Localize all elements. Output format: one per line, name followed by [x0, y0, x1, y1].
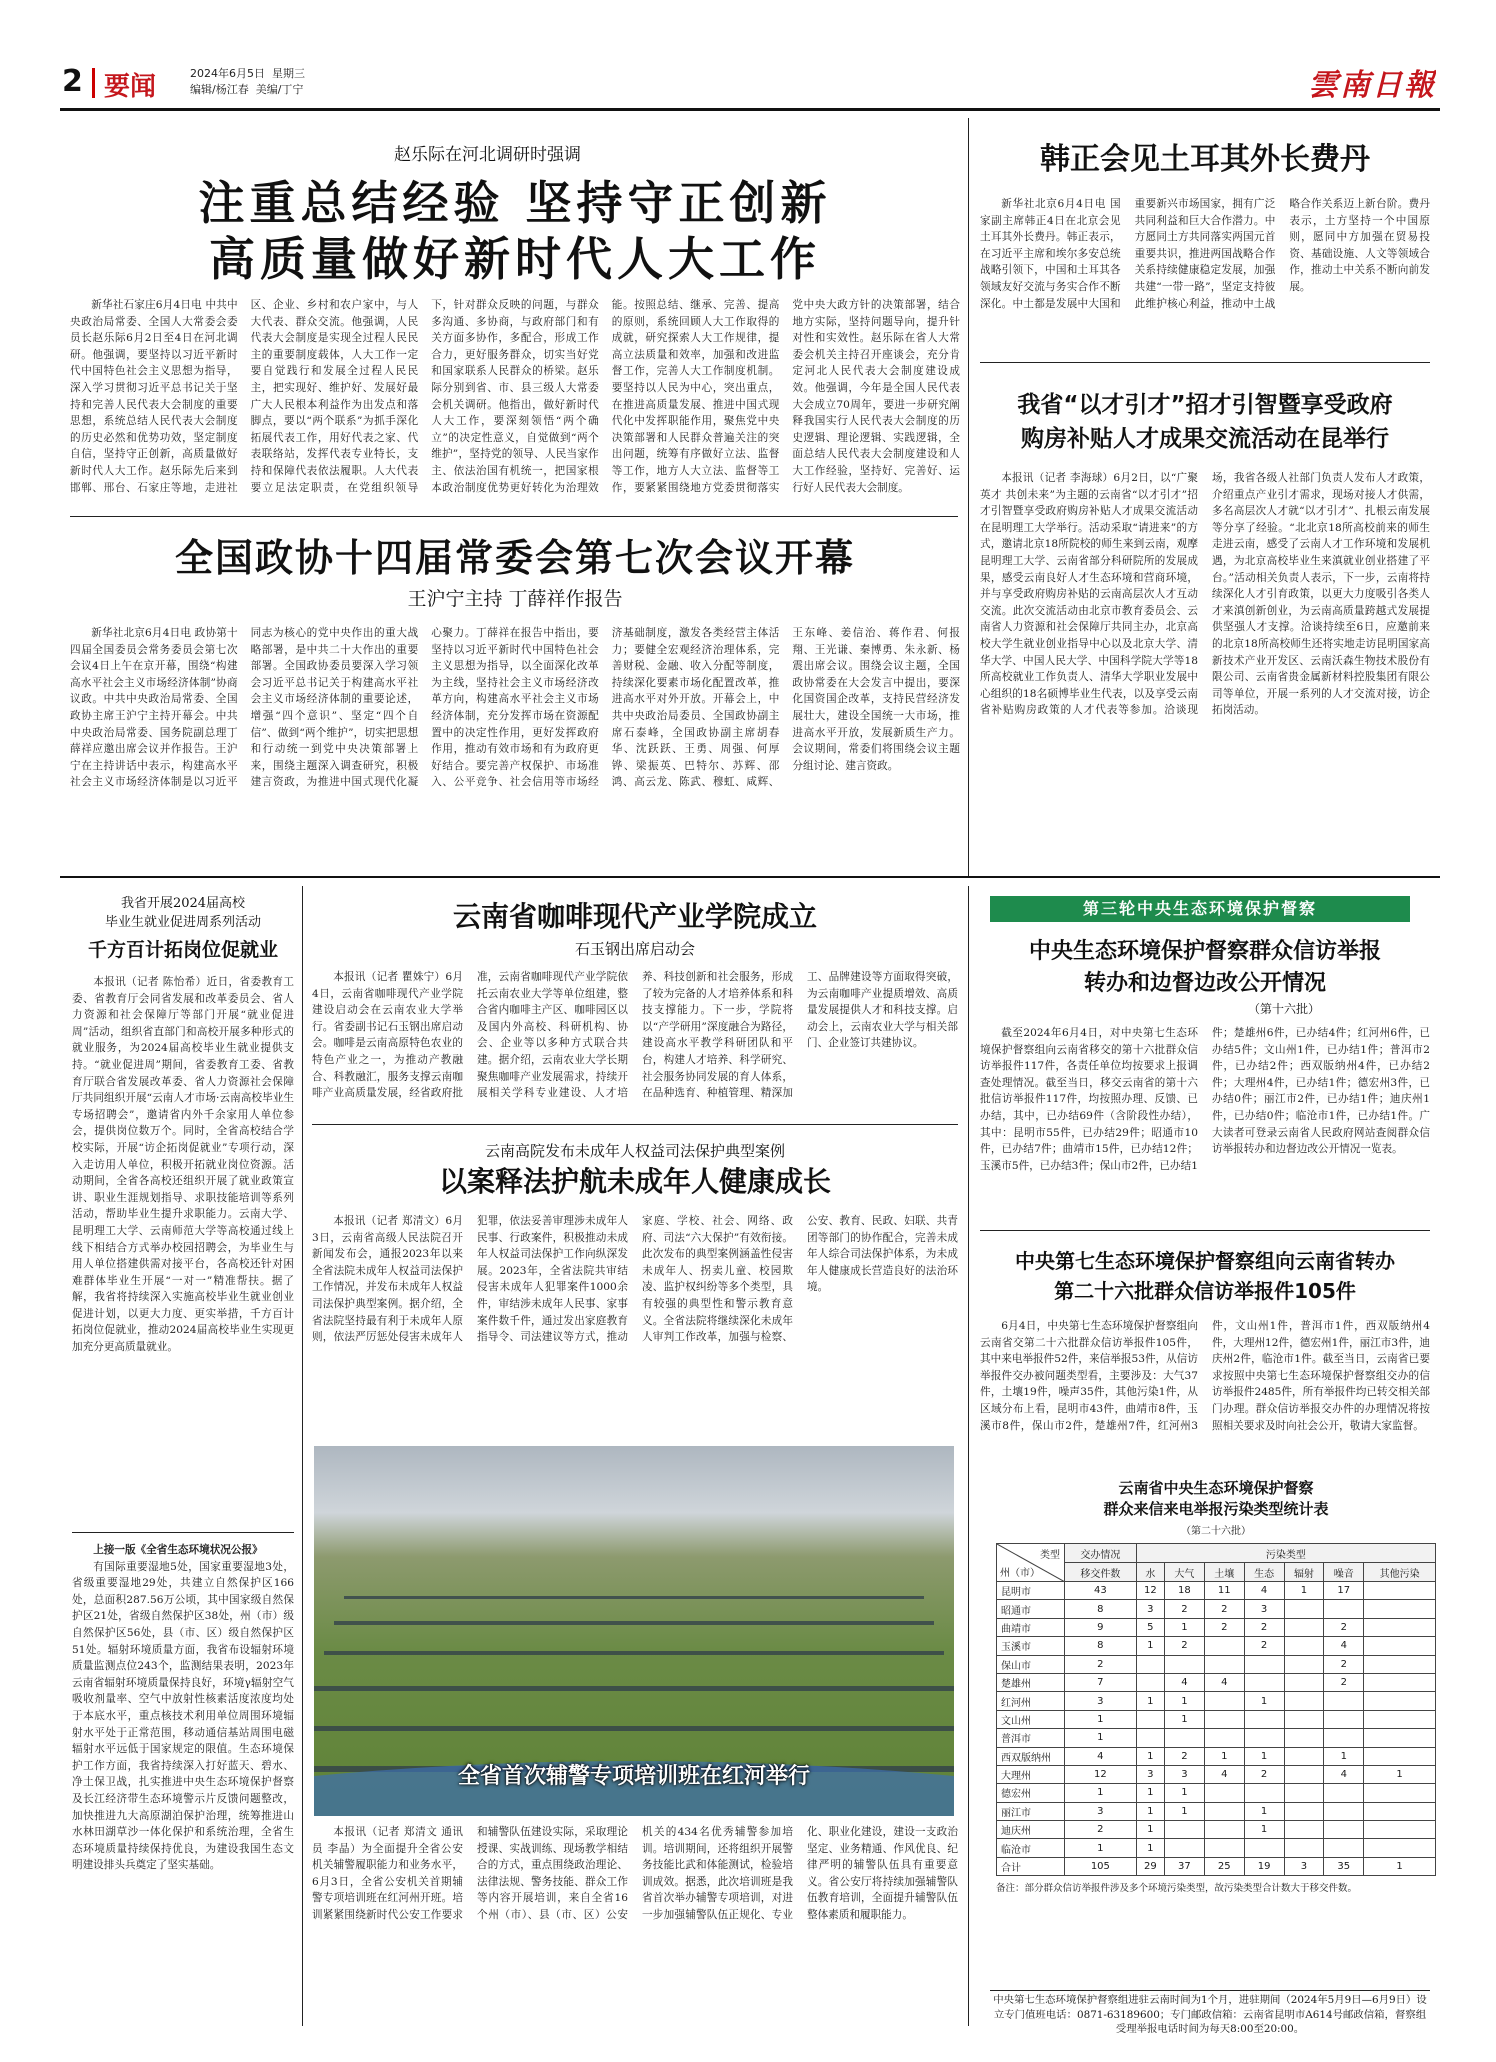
cell-value: 2	[1164, 1747, 1204, 1765]
row-label: 合计	[997, 1857, 1065, 1875]
cell-value	[1324, 1839, 1364, 1857]
cell-value	[1244, 1839, 1284, 1857]
section-band: 第三轮中央生态环境保护督察	[990, 896, 1410, 922]
cell-value	[1364, 1637, 1436, 1655]
cell-value: 1	[1065, 1784, 1137, 1802]
cell-value: 4	[1324, 1637, 1364, 1655]
row-label: 文山州	[997, 1710, 1065, 1728]
cell-value	[1364, 1582, 1436, 1600]
cell-value	[1284, 1710, 1324, 1728]
cell-value: 1	[1065, 1710, 1137, 1728]
cell-value	[1364, 1710, 1436, 1728]
cell-value	[1244, 1729, 1284, 1747]
cell-value	[1284, 1655, 1324, 1673]
table-row	[997, 1747, 1436, 1765]
cell-value: 4	[1244, 1582, 1284, 1600]
cell-value	[1244, 1655, 1284, 1673]
cell-value: 1	[1244, 1802, 1284, 1820]
cell-value	[1324, 1784, 1364, 1802]
table-row	[997, 1857, 1436, 1875]
cell-value	[1284, 1618, 1324, 1636]
row-label: 大理州	[997, 1765, 1065, 1783]
article-body: 上接一版《全省生态环境状况公报》 有国际重要湿地5处，国家重要湿地3处，省级重要湿地29处，共建立自然保护区166处，总面积287.56万公顷，其中国家级自然保护区21处，省级自然保护区38处，州（市）级自然保护区56处，县（市、区）级自然保护区51处。辐射环境质量方面，我省布设辐射环境质量监测点位243个，监测结果表明，2023年云南省辐射环境质量保持良好，环境γ辐射空气吸收剂量率、空气中放射性核素活度浓度均处于本底水平，重点核技术利用单位周围环境辐射水平处于正常范围，移动通信基站周围电磁辐射水平远低于国家规定的限值。生态环境保护工作方面，我省持续深入打好蓝天、碧水、净土保卫战，扎实推进中央生态环境保护督察及长江经济带生态环境警示片反馈问题整改，加快推进九大高原湖泊保护治理，统筹推进山水林田湖草沙一体化保护和系统治理，全省生态环境质量持续保持优良，为建设我国生态文明建设排头兵奠定了坚实基础。	[72, 1544, 294, 1872]
cell-value	[1284, 1729, 1324, 1747]
cell-value	[1164, 1821, 1204, 1839]
cell-value: 12	[1065, 1765, 1137, 1783]
row-label: 红河州	[997, 1692, 1065, 1710]
designer-credit: 美编/丁宁	[255, 83, 304, 96]
cell-value	[1284, 1839, 1324, 1857]
article-headline: 中央生态环境保护督察群众信访举报 转办和边督边改公开情况	[1028, 939, 1381, 996]
cell-value: 1	[1364, 1765, 1436, 1783]
cell-value: 1	[1136, 1821, 1164, 1839]
cell-value: 4	[1204, 1765, 1244, 1783]
cell-value: 1	[1324, 1747, 1364, 1765]
cell-value: 1	[1136, 1692, 1164, 1710]
issue-weekday: 星期三	[272, 67, 305, 80]
cell-value	[1244, 1784, 1284, 1802]
cell-value: 3	[1244, 1600, 1284, 1618]
cell-value: 105	[1065, 1857, 1137, 1875]
issue-date: 2024年6月5日	[190, 67, 265, 80]
editor-credit: 编辑/杨江春	[190, 83, 249, 96]
article-body: 截至2024年6月4日，对中央第七生态环境保护督察组向云南省移交的第十六批群众信访举报件117件，各责任单位均按要求上报调查处理情况。截至当日，移交云南省的第十六批信访举报件117件，均按照办理、反馈、已办结，其中，已办结69件（含阶段性办结），其中：昆明市55件，已办结29件；昭通市10件，已办结7件；曲靖市15件，已办结12件；玉溪市5件，已办结3件；保山市2件，已办结1件；楚雄州6件，已办结4件；红河州6件，已办结5件；文山州1件，已办结1件；普洱市2件，已办结2件；西双版纳州4件，已办结2件；大理州4件，已办结1件；德宏州3件，已办结0件；丽江市2件，已办结1件；迪庆州1件，已办结0件；临沧市1件，已办结1件。广大读者可登录云南省人民政府网站查阅群众信访举报转办和边督边改公开情况一览表。	[980, 1027, 1430, 1172]
cell-value: 4	[1065, 1747, 1137, 1765]
row-label: 西双版纳州	[997, 1747, 1065, 1765]
cell-value	[1204, 1692, 1244, 1710]
cell-value: 1	[1164, 1618, 1204, 1636]
table-row	[997, 1839, 1436, 1857]
article-npc-work	[70, 118, 960, 513]
cell-value: 4	[1164, 1673, 1204, 1691]
cell-value: 2	[1244, 1765, 1284, 1783]
table-row	[997, 1784, 1436, 1802]
table-row	[997, 1637, 1436, 1655]
cell-value	[1136, 1710, 1164, 1728]
cell-value: 8	[1065, 1637, 1137, 1655]
cell-value	[1364, 1802, 1436, 1820]
column-header: 其他污染	[1364, 1563, 1436, 1582]
cell-value: 1	[1164, 1692, 1204, 1710]
cell-value	[1284, 1637, 1324, 1655]
cell-value: 37	[1164, 1857, 1204, 1875]
article-kicker: 赵乐际在河北调研时强调	[394, 145, 581, 165]
cell-value	[1364, 1692, 1436, 1710]
cell-value	[1364, 1655, 1436, 1673]
table-row	[997, 1710, 1436, 1728]
cell-value: 1	[1244, 1747, 1284, 1765]
table-row	[997, 1821, 1436, 1839]
article-headline: 云南省咖啡现代产业学院成立	[452, 900, 817, 933]
row-label: 迪庆州	[997, 1821, 1065, 1839]
cell-value	[1204, 1655, 1244, 1673]
statistics-table	[996, 1543, 1436, 1876]
photo-caption: 全省首次辅警专项培训班在红河举行	[457, 1764, 810, 1789]
article-cppcc	[70, 522, 960, 872]
cell-value: 4	[1204, 1673, 1244, 1691]
article-body: 本报讯（记者 陈怡希）近日，省委教育工委、省教育厅会同省发展和改革委员会、省人力资源和社会保障厅等部门开展“就业促进周”活动，组织省直部门和高校开展多种形式的就业服务，为2024届高校毕业生就业提供支持。“就业促进周”期间，省委教育工委、省教育厅联合省发展改革委、省人力资源社会保障厅共同组织开展“云南人才市场·云南高校毕业生专场招聘会”，邀请省内外千余家用人单位参会，提供岗位数万个。同时，全省高校结合学校实际，开展“访企拓岗促就业”专项行动，深入走访用人单位，积极开拓就业岗位资源。活动期间，全省各高校还组织开展了就业政策宣讲、职业生涯规划指导、求职技能培训等系列活动，帮助毕业生提升求职能力。云南大学、昆明理工大学、云南师范大学等高校通过线上线下相结合方式举办校园招聘会，为毕业生与用人单位搭建供需对接平台，各高校还针对困难群体毕业生开展“一对一”精准帮扶。据了解，我省将持续深入实施高校毕业生就业创业促进计划，以更大力度、更实举措，千方百计拓岗位促就业，推动2024届高校毕业生实现更加充分更高质量就业。	[72, 976, 294, 1354]
row-label: 玉溪市	[997, 1637, 1065, 1655]
cell-value	[1136, 1729, 1164, 1747]
cell-value: 8	[1065, 1600, 1137, 1618]
cell-value	[1324, 1821, 1364, 1839]
cell-value: 1	[1065, 1839, 1137, 1857]
cell-value	[1204, 1710, 1244, 1728]
article-body: 本报讯（记者 李海球）6月2日，以“广聚英才 共创未来”为主题的云南省“以才引才”招才引智暨享受政府购房补贴人才成果交流活动在昆明理工大学举行。活动采取“请进来”的方式，邀请北京18所院校的师生来到云南，观摩昆明理工大学、云南省部分科研院所的发展成果，感受云南良好人才生态环境和营商环境，并与享受政府购房补贴的云南高层次人才互动交流。此次交流活动由北京市教育委员会、云南省人力资源和社会保障厅共同主办，北京高校大学生就业创业指导中心以及北京大学、清华大学、中国人民大学、中国科学院大学等18所高校就业工作负责人、清华大学职业发展中心组织的18名硕博毕业生代表，以及享受云南省补贴购房政策的人才代表等参加。洽谈现场，我省各级人社部门负责人发布人才政策，介绍重点产业引才需求，现场对接人才供需，多名高层次人才就“以才引才”、扎根云南发展等分享了经验。“北北京18所高校前来的师生走进云南，感受了云南人才工作环境和发展机遇，为北京高校毕业生来滇就业创业搭建了平台。”活动相关负责人表示，下一步，云南将持续深化人才引育政策，以更大力度吸引各类人才来滇创新创业，为云南高质量跨越式发展提供坚强人才支撑。洽谈持续至6日，应邀前来的北京18所高校师生还将实地走访昆明国家高新技术产业开发区、云南沃森生物技术股份有限公司、云南省贵金属新材料控股集团有限公司等单位，开展一系列的人才交流对接，访企拓岗活动。	[980, 472, 1430, 717]
column-header: 辐射	[1284, 1563, 1324, 1582]
cell-value: 1	[1065, 1729, 1137, 1747]
cell-value	[1164, 1655, 1204, 1673]
row-label: 德宏州	[997, 1784, 1065, 1802]
article-subtitle: 石玉钢出席启动会	[574, 940, 695, 958]
cell-value: 2	[1324, 1655, 1364, 1673]
cell-value	[1324, 1692, 1364, 1710]
cell-value: 3	[1164, 1765, 1204, 1783]
cell-value: 1	[1204, 1747, 1244, 1765]
article-kicker: 云南高院发布未成年人权益司法保护典型案例	[484, 1142, 785, 1160]
table-row	[997, 1582, 1436, 1600]
cell-value: 2	[1065, 1655, 1137, 1673]
cell-value: 2	[1244, 1618, 1284, 1636]
cell-value	[1164, 1729, 1204, 1747]
table-note: 备注：部分群众信访举报件涉及多个环境污染类型，故污染类型合计数大于移交件数。	[996, 1883, 1358, 1895]
news-photo-auxiliary-police	[314, 1446, 954, 1816]
article-headline: 全国政协十四届常委会第七次会议开幕	[174, 536, 855, 580]
cell-value	[1164, 1839, 1204, 1857]
cell-value	[1244, 1710, 1284, 1728]
cell-value	[1364, 1747, 1436, 1765]
cell-value: 2	[1324, 1618, 1364, 1636]
cell-value: 17	[1324, 1582, 1364, 1600]
cell-value	[1204, 1637, 1244, 1655]
cell-value: 1	[1136, 1802, 1164, 1820]
cell-value	[1364, 1673, 1436, 1691]
cell-value: 1	[1136, 1784, 1164, 1802]
table-row	[997, 1600, 1436, 1618]
cell-value: 43	[1065, 1582, 1137, 1600]
cell-value: 3	[1284, 1857, 1324, 1875]
inspection-notice	[990, 1990, 1430, 2042]
article-employment	[72, 886, 294, 1526]
article-body: 新华社石家庄6月4日电 中共中央政治局常委、全国人大常委会委员长赵乐际6月2日至4日在河北调研。他强调，要坚持以习近平新时代中国特色社会主义思想为指导，深入学习贯彻习近平总书记关于坚持和完善人民代表大会制度的重要思想，系统总结人民代表大会制度的历史必然和优势功效，坚定制度自信，坚持守正创新，高质量做好新时代人大工作。赵乐际先后来到邯郸、邢台、石家庄等地，走进社区、企业、乡村和农户家中，与人大代表、群众交流。他强调，人民代表大会制度是实现全过程人民民主的重要制度载体，人大工作一定要自觉践行和发展全过程人民民主，把实现好、维护好、发展好最广大人民根本利益作为出发点和落脚点，要以“两个联系”为抓手深化拓展代表工作，用好代表之家、代表联络站，发挥代表专业特长，支持和保障代表依法履职。人大代表要立足法定职责，在党组织领导下，针对群众反映的问题，与群众多沟通、多协商，与政府部门和有关方面多协作，多配合，形成工作合力，更好服务群众，切实当好党和国家联系人民群众的桥梁。赵乐际分别到省、市、县三级人大常委会机关调研。他指出，做好新时代人大工作，要深刻领悟“两个确立”的决定性意义，自觉做到“两个维护”，坚持党的领导、人民当家作主、依法治国有机统一，把国家根本政治制度优势更好转化为治理效能。按照总结、继承、完善、提高的原则，系统回顾人大工作取得的成就，研究探索人大工作规律，提高立法质量和效率，加强和改进监督工作，完善人大工作制度机制。要坚持以人民为中心，突出重点，在推进高质量发展、推进中国式现代化中发挥职能作用，聚焦党中央决策部署和人民群众普遍关注的突出问题，统筹有序做好立法、监督等工作，地方人大立法、监督等工作，要紧紧围绕地方党委贯彻落实党中央大政方针的决策部署，结合地方实际，坚持问题导向，提升针对性和实效性。赵乐际在省人大常委会机关主持召开座谈会，充分肯定河北人民代表大会制度建设成效。他强调，今年是全国人民代表大会成立70周年，要进一步研究阐释我国实行人民代表大会制度的历史逻辑、理论逻辑、实践逻辑，全面总结人民代表大会制度建设和人大工作经验，坚持好、完善好、运行好人民代表大会制度。	[70, 299, 960, 494]
cell-value: 2	[1164, 1600, 1204, 1618]
column-header: 水	[1136, 1563, 1164, 1582]
cell-value: 19	[1244, 1857, 1284, 1875]
cell-value	[1324, 1710, 1364, 1728]
row-label: 临沧市	[997, 1839, 1065, 1857]
cell-value: 1	[1284, 1582, 1324, 1600]
row-label: 昆明市	[997, 1582, 1065, 1600]
cell-value: 29	[1136, 1857, 1164, 1875]
notice-text: 中央第七生态环境保护督察组进驻云南时间为1个月，进驻期间（2024年5月9日—6月9日）设立专门值班电话：0871-63189600；专门邮政信箱：云南省昆明市A614号邮政信箱，督察组受理举报电话时间为每天8:00至20:00。	[993, 1994, 1427, 2035]
article-body: 6月4日，中央第七生态环境保护督察组向云南省交第二十六批群众信访举报件105件，其中来电举报件52件，来信举报53件，从信访举报件交办被问题类型看，主要涉及：大气37件，土壤19件，噪声35件，其他污染1件，从区域分布上看，昆明市43件，曲靖市8件，玉溪市8件，保山市2件，楚雄州7件，红河州3件，文山州1件，普洱市1件，西双版纳州4件，大理州12件，德宏州1件，丽江市3件，迪庆州2件，临沧市1件。截至当日，云南省已要求按照中央第七生态环境保护督察组交办的信访举报件2485件，所有举报件均已转交相关部门办理。群众信访举报交办件的办理情况将按照相关要求及时向社会公开，敬请大家监督。	[980, 1320, 1430, 1432]
row-label: 保山市	[997, 1655, 1065, 1673]
row-label: 楚雄州	[997, 1673, 1065, 1691]
cell-value: 3	[1065, 1692, 1137, 1710]
cell-value	[1284, 1784, 1324, 1802]
newspaper-logo: 雲南日報	[1308, 68, 1436, 103]
cell-value: 5	[1136, 1618, 1164, 1636]
cell-value	[1204, 1821, 1244, 1839]
article-minors	[312, 1130, 958, 1440]
cell-value: 9	[1065, 1618, 1137, 1636]
cell-value	[1284, 1821, 1324, 1839]
cell-value	[1364, 1839, 1436, 1857]
article-police-training	[312, 1824, 958, 2024]
article-subtitle: 王沪宁主持 丁薛祥作报告	[407, 588, 623, 610]
cell-value	[1324, 1802, 1364, 1820]
cell-value	[1284, 1802, 1324, 1820]
table-row	[997, 1692, 1436, 1710]
cell-value	[1284, 1747, 1324, 1765]
article-headline: 千方百计拓岗位促就业	[87, 939, 278, 961]
cell-value	[1364, 1729, 1436, 1747]
cell-value	[1204, 1729, 1244, 1747]
row-label: 昭通市	[997, 1600, 1065, 1618]
article-headline: 韩正会见土耳其外长费丹	[1040, 142, 1370, 177]
cell-value: 35	[1324, 1857, 1364, 1875]
column-header: 移交件数	[1065, 1563, 1137, 1582]
cell-value: 11	[1204, 1582, 1244, 1600]
table-row	[997, 1729, 1436, 1747]
cell-value: 1	[1136, 1747, 1164, 1765]
article-coffee-college	[312, 886, 958, 1118]
cell-value: 1	[1164, 1710, 1204, 1728]
article-headline: 我省“以才引才”招才引智暨享受政府 购房补贴人才成果交流活动在昆举行	[1017, 392, 1393, 452]
article-kicker: 我省开展2024届高校 毕业生就业促进周系列活动	[104, 896, 261, 930]
cell-value: 3	[1136, 1600, 1164, 1618]
page-number: 2	[62, 64, 83, 99]
table-row	[997, 1618, 1436, 1636]
cell-value: 2	[1164, 1637, 1204, 1655]
header-wuran: 污染类型	[1136, 1544, 1435, 1563]
cell-value: 25	[1204, 1857, 1244, 1875]
table-row	[997, 1802, 1436, 1820]
cell-value: 1	[1364, 1857, 1436, 1875]
cell-value: 2	[1065, 1821, 1137, 1839]
cell-value	[1204, 1802, 1244, 1820]
article-talent	[980, 370, 1430, 870]
table-title: 云南省中央生态环境保护督察 群众来信来电举报污染类型统计表	[1103, 1479, 1329, 1518]
article-headline: 以案释法护航未成年人健康成长	[438, 1165, 831, 1198]
cell-value	[1284, 1765, 1324, 1783]
header-jiaoban: 交办情况	[1065, 1544, 1137, 1563]
cell-value	[1364, 1821, 1436, 1839]
cell-value	[1364, 1618, 1436, 1636]
article-headline: 中央第七生态环境保护督察组向云南省转办 第二十六批群众信访举报件105件	[1015, 1249, 1395, 1303]
article-inspection-status	[980, 926, 1430, 1226]
cell-value	[1284, 1692, 1324, 1710]
header-corner	[997, 1544, 1065, 1582]
cell-value	[1204, 1784, 1244, 1802]
cell-value: 2	[1204, 1600, 1244, 1618]
cell-value	[1324, 1600, 1364, 1618]
cell-value: 12	[1136, 1582, 1164, 1600]
column-header: 大气	[1164, 1563, 1204, 1582]
cell-value: 1	[1244, 1692, 1284, 1710]
column-header: 生态	[1244, 1563, 1284, 1582]
table-row	[997, 1765, 1436, 1783]
section-name: 要闻	[104, 72, 157, 102]
column-header: 土壤	[1204, 1563, 1244, 1582]
column-header: 噪音	[1324, 1563, 1364, 1582]
cell-value: 4	[1324, 1765, 1364, 1783]
table-subtitle: （第二十六批）	[1181, 1526, 1251, 1537]
article-body: 新华社北京6月4日电 国家副主席韩正4日在北京会见土耳其外长费丹。韩正表示，在习近平主席和埃尔多安总统战略引领下，中国和土耳其各领域友好交流与务实合作不断深化。中土都是发展中大国和重要新兴市场国家，拥有广泛共同利益和巨大合作潜力。中方愿同土方共同落实两国元首重要共识，推进两国战略合作关系持续健康稳定发展，加强共建“一带一路”，坚定支持彼此维护核心利益，推动中土战略合作关系迈上新台阶。费丹表示，土方坚持一个中国原则，愿同中方加强在贸易投资、基础设施、人文等领域合作，推动土中关系不断向前发展。	[980, 198, 1430, 310]
cell-value: 2	[1204, 1618, 1244, 1636]
cell-value: 7	[1065, 1673, 1137, 1691]
cell-value: 2	[1244, 1637, 1284, 1655]
cell-value: 18	[1164, 1582, 1204, 1600]
masthead	[0, 60, 1496, 110]
article-subtitle: （第十六批）	[1247, 1002, 1320, 1016]
cell-value: 1	[1164, 1802, 1204, 1820]
cell-value: 3	[1136, 1765, 1164, 1783]
cell-value	[1364, 1600, 1436, 1618]
article-body: 本报讯（记者 郑清文）6月3日，云南省高级人民法院召开新闻发布会，通报2023年以来全省法院未成年人权益司法保护工作情况，并发布未成年人权益司法保护典型案例。据介绍，全省法院坚持最有利于未成年人原则，依法严厉惩处侵害未成年人犯罪，依法妥善审理涉未成年人民事、行政案件，积极推动未成年人权益司法保护工作向纵深发展。2023年，全省法院共审结侵害未成年人犯罪案件1000余件，审结涉未成年人民事、家事案件数千件，通过发出家庭教育指导令、司法建议等方式，推动家庭、学校、社会、网络、政府、司法“六大保护”有效衔接。此次发布的典型案例涵盖性侵害未成年人、拐卖儿童、校园欺凌、监护权纠纷等多个类型，具有较强的典型性和警示教育意义。全省法院将继续深化未成年人审判工作改革，加强与检察、公安、教育、民政、妇联、共青团等部门的协作配合，完善未成年人综合司法保护体系，为未成年人健康成长营造良好的法治环境。	[312, 1215, 958, 1344]
row-label: 曲靖市	[997, 1618, 1065, 1636]
cell-value: 3	[1065, 1802, 1137, 1820]
article-complaints-transfer	[980, 1236, 1430, 1476]
cell-value: 2	[1324, 1673, 1364, 1691]
cell-value	[1244, 1673, 1284, 1691]
cell-value: 1	[1136, 1637, 1164, 1655]
cell-value	[1204, 1839, 1244, 1857]
article-headline: 注重总结经验 坚持守正创新 高质量做好新时代人大工作	[198, 176, 832, 286]
header-type: 类型	[1040, 1550, 1060, 1561]
article-lead: 上接一版《全省生态环境状况公报》	[93, 1544, 263, 1556]
pollution-statistics	[996, 1478, 1436, 1988]
cell-value	[1324, 1729, 1364, 1747]
article-han-zheng	[980, 118, 1430, 358]
article-body: 本报讯（记者 郑清文 通讯员 李晶）为全面提升全省公安机关辅警履职能力和业务水平，6月3日，全省公安机关首期辅警专项培训班在红河州开班。培训紧紧围绕新时代公安工作要求和辅警队伍建设实际，采取理论授课、实战训练、现场教学相结合的方式，重点围绕政治理论、法律法规、警务技能、群众工作等内容开展培训，来自全省16个州（市）、县（市、区）公安机关的434名优秀辅警参加培训。培训期间，还将组织开展警务技能比武和体能测试，检验培训成效。据悉，此次培训班是我省首次举办辅警专项培训，对进一步加强辅警队伍正规化、专业化、职业化建设，建设一支政治坚定、业务精通、作风优良、纪律严明的辅警队伍具有重要意义。省公安厅将持续加强辅警队伍教育培训，全面提升辅警队伍整体素质和履职能力。	[312, 1826, 958, 1921]
cell-value	[1364, 1784, 1436, 1802]
cell-value: 1	[1164, 1784, 1204, 1802]
row-label: 普洱市	[997, 1729, 1065, 1747]
cell-value: 1	[1244, 1821, 1284, 1839]
header-city: 州（市）	[1000, 1568, 1040, 1579]
table-row	[997, 1655, 1436, 1673]
article-eco-report	[72, 1542, 294, 2022]
cell-value	[1284, 1600, 1324, 1618]
cell-value	[1136, 1673, 1164, 1691]
cell-value: 1	[1136, 1839, 1164, 1857]
table-body	[997, 1582, 1436, 1876]
article-body: 本报讯（记者 瞿姝宁）6月4日，云南省咖啡现代产业学院建设启动会在云南农业大学举行。省委副书记石玉钢出席启动会。咖啡是云南高原特色农业的特色产业之一，为推动产教融合、科教融汇，服务支撑云南咖啡产业高质量发展，经省政府批准，云南省咖啡现代产业学院依托云南农业大学等单位组建，整合省内咖啡主产区、咖啡园区以及国内外高校、科研机构、协会、企业等以多种方式联合共建。据介绍，云南农业大学长期聚焦咖啡产业发展需求，持续开展相关学科专业建设、人才培养、科技创新和社会服务，形成了较为完备的人才培养体系和科技支撑能力。下一步，学院将以“产学研用”深度融合为路径，建设高水平教学科研团队和平台，构建人才培养、科学研究、社会服务协同发展的育人体系，在品种选育、种植管理、精深加工、品牌建设等方面取得突破，为云南咖啡产业提质增效、高质量发展提供人才和科技支撑。启动会上，云南农业大学与相关部门、企业签订共建协议。	[312, 971, 958, 1100]
table-row	[997, 1673, 1436, 1691]
cell-value	[1136, 1655, 1164, 1673]
cell-value	[1284, 1673, 1324, 1691]
article-body: 新华社北京6月4日电 政协第十四届全国委员会常务委员会第七次会议4日上午在京开幕，围绕“构建高水平社会主义市场经济体制”协商议政。中共中央政治局常委、全国政协主席王沪宁主持开幕会。中共中央政治局常委、国务院副总理丁薛祥应邀出席会议并作报告。王沪宁在主持讲话中表示，构建高水平社会主义市场经济体制是以习近平同志为核心的党中央作出的重大战略部署，是中共二十大作出的重要部署。全国政协委员要深入学习领会习近平总书记关于构建高水平社会主义市场经济体制的重要论述，增强“四个意识”、坚定“四个自信”、做到“两个维护”，切实把思想和行动统一到党中央决策部署上来，围绕主题深入调查研究，积极建言资政，为推进中国式现代化凝心聚力。丁薛祥在报告中指出，要坚持以习近平新时代中国特色社会主义思想为指导，以全面深化改革为主线，坚持社会主义市场经济改革方向，构建高水平社会主义市场经济体制，充分发挥市场在资源配置中的决定性作用，更好发挥政府作用，推动有效市场和有为政府更好结合。要完善产权保护、市场准入、公平竞争、社会信用等市场经济基础制度，激发各类经营主体活力；要健全宏观经济治理体系，完善财税、金融、收入分配等制度，持续深化要素市场化配置改革，推进高水平对外开放。开幕会上，中共中央政治局委员、全国政协副主席石泰峰，全国政协副主席胡春华、沈跃跃、王勇、周强、何厚铧、梁振英、巴特尔、苏辉、邵鸿、高云龙、陈武、穆虹、咸辉、王东峰、姜信治、蒋作君、何报翔、王光谦、秦博勇、朱永新、杨震出席会议。围绕会议主题，全国政协常委在大会发言中提出，要深化国资国企改革，支持民营经济发展壮大，建设全国统一大市场，推进高水平开放，发展新质生产力。会议期间，常委们将围绕会议主题分组讨论、建言资政。	[70, 627, 960, 789]
row-label: 丽江市	[997, 1802, 1065, 1820]
